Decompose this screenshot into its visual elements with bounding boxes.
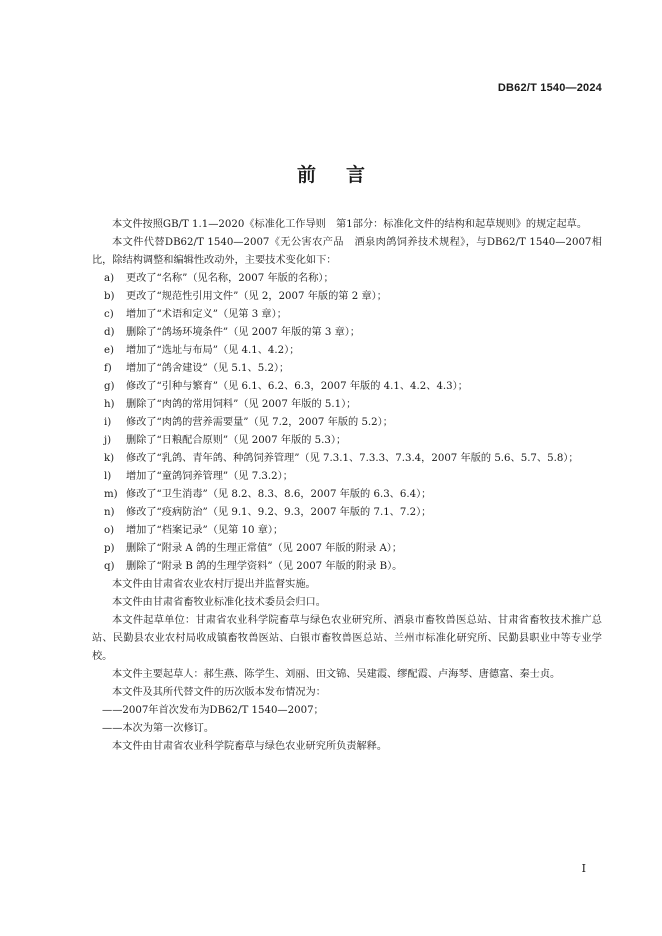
list-marker: d) xyxy=(104,327,115,338)
history-item: ——2007年首次发布为DB62/T 1540—2007； xyxy=(102,705,324,716)
list-item-text: 修改了“疫病防治”（见 9.1、9.2、9.3，2007 年版的 7.1、7.2）； xyxy=(126,507,432,518)
list-item xyxy=(92,486,602,504)
page-number: I xyxy=(581,862,586,875)
changes-list xyxy=(92,270,602,576)
list-item xyxy=(92,414,602,432)
list-item xyxy=(92,504,602,522)
list-marker: m) xyxy=(104,489,118,500)
list-item xyxy=(92,288,602,306)
paragraph: 本文件起草单位：甘肃省农业科学院畜草与绿色农业研究所、酒泉市畜牧兽医总站、甘肃省畜牧技术推广总站、民勤县农业农村局收成镇畜牧兽医站、白银市畜牧兽医总站、兰州市标准化研究所、民勤县职业中等专业学校。 xyxy=(92,615,602,662)
list-item xyxy=(92,558,602,576)
paragraph: 本文件及其所代替文件的历次版本发布情况为： xyxy=(112,687,326,698)
list-item-text: 增加了“鸽舍建设”（见 5.1、5.2）； xyxy=(126,363,290,374)
list-marker: f) xyxy=(104,363,112,374)
list-item-text: 增加了“术语和定义”（见第 3 章）； xyxy=(126,309,287,320)
standard-code: DB62/T 1540—2024 xyxy=(497,82,602,94)
paragraph: 本文件由甘肃省农业科学院畜草与绿色农业研究所负责解释。 xyxy=(112,741,388,752)
history-item: ——本次为第一次修订。 xyxy=(102,723,215,734)
list-item-text: 删除了“附录 A 鸽的生理正常值”（见 2007 年版的附录 A）； xyxy=(126,543,403,554)
list-item-text: 更改了“规范性引用文件”（见 2，2007 年版的第 2 章）； xyxy=(126,291,387,302)
list-item-text: 增加了“童鸽饲养管理”（见 7.3.2）； xyxy=(126,471,293,482)
list-marker: a) xyxy=(104,273,115,284)
page-title: 前言 xyxy=(296,164,395,186)
list-item xyxy=(92,270,602,288)
list-item-text: 删除了“日粮配合原则”（见 2007 年版的 5.3）； xyxy=(126,435,347,446)
list-marker: e) xyxy=(104,345,115,356)
paragraph: 本文件主要起草人：郝生燕、陈学生、刘丽、田文锦、吴建霞、缪配霞、卢海琴、唐德富、秦士贞。 xyxy=(112,669,561,680)
list-item xyxy=(92,324,602,342)
list-item xyxy=(92,396,602,414)
list-item xyxy=(92,342,602,360)
list-item-text: 删除了“肉鸽的常用饲料”（见 2007 年版的 5.1）； xyxy=(126,399,357,410)
list-item xyxy=(92,432,602,450)
list-item xyxy=(92,540,602,558)
list-item xyxy=(92,378,602,396)
list-item-text: 删除了“附录 B 鸽的生理学资料”（见 2007 年版的附录 B）。 xyxy=(126,561,403,572)
list-marker: l) xyxy=(104,471,112,482)
list-marker: p) xyxy=(104,543,115,554)
list-marker: k) xyxy=(104,453,115,464)
list-marker: j) xyxy=(104,435,112,446)
list-marker: q) xyxy=(104,561,115,572)
paragraph: 本文件由甘肃省畜牧业标准化技术委员会归口。 xyxy=(112,597,326,608)
paragraph: 本文件由甘肃省农业农村厅提出并监督实施。 xyxy=(112,579,316,590)
list-item xyxy=(92,450,602,468)
list-item xyxy=(92,468,602,486)
paragraph: 本文件代替DB62/T 1540—2007《无公害农产品 酒泉肉鸽饲养技术规程》，与DB62/T 1540—2007相比，除结构调整和编辑性改动外，主要技术变化如下： xyxy=(92,237,602,266)
list-item-text: 增加了“选址与布局”（见 4.1、4.2）； xyxy=(126,345,300,356)
list-item xyxy=(92,360,602,378)
foreword-body xyxy=(92,216,602,756)
list-marker: g) xyxy=(104,381,115,392)
list-item xyxy=(92,306,602,324)
list-item-text: 更改了“名称”（见名称，2007 年版的名称）； xyxy=(126,273,334,284)
list-item-text: 修改了“卫生消毒”（见 8.2、8.3、8.6，2007 年版的 6.3、6.4）； xyxy=(126,489,432,500)
list-item-text: 修改了“乳鸽、青年鸽、种鸽饲养管理”（见 7.3.1、7.3.3、7.3.4，2007 年版的 5.6、5.7、5.8）； xyxy=(126,453,579,464)
list-marker: i) xyxy=(104,417,112,428)
list-marker: o) xyxy=(104,525,115,536)
list-marker: b) xyxy=(104,291,115,302)
list-marker: n) xyxy=(104,507,115,518)
list-marker: h) xyxy=(104,399,115,410)
paragraph: 本文件按照GB/T 1.1—2020《标准化工作导则 第1部分：标准化文件的结构和起草规则》的规定起草。 xyxy=(112,219,588,230)
list-item-text: 修改了“引种与繁育”（见 6.1、6.2、6.3，2007 年版的 4.1、4.2、4.3）； xyxy=(126,381,468,392)
list-item xyxy=(92,522,602,540)
list-marker: c) xyxy=(104,309,114,320)
list-item-text: 删除了“鸽场环境条件”（见 2007 年版的第 3 章）； xyxy=(126,327,361,338)
list-item-text: 增加了“档案记录”（见第 10 章）； xyxy=(126,525,284,536)
list-item-text: 修改了“肉鸽的营养需要量”（见 7.2，2007 年版的 5.2）； xyxy=(126,417,393,428)
